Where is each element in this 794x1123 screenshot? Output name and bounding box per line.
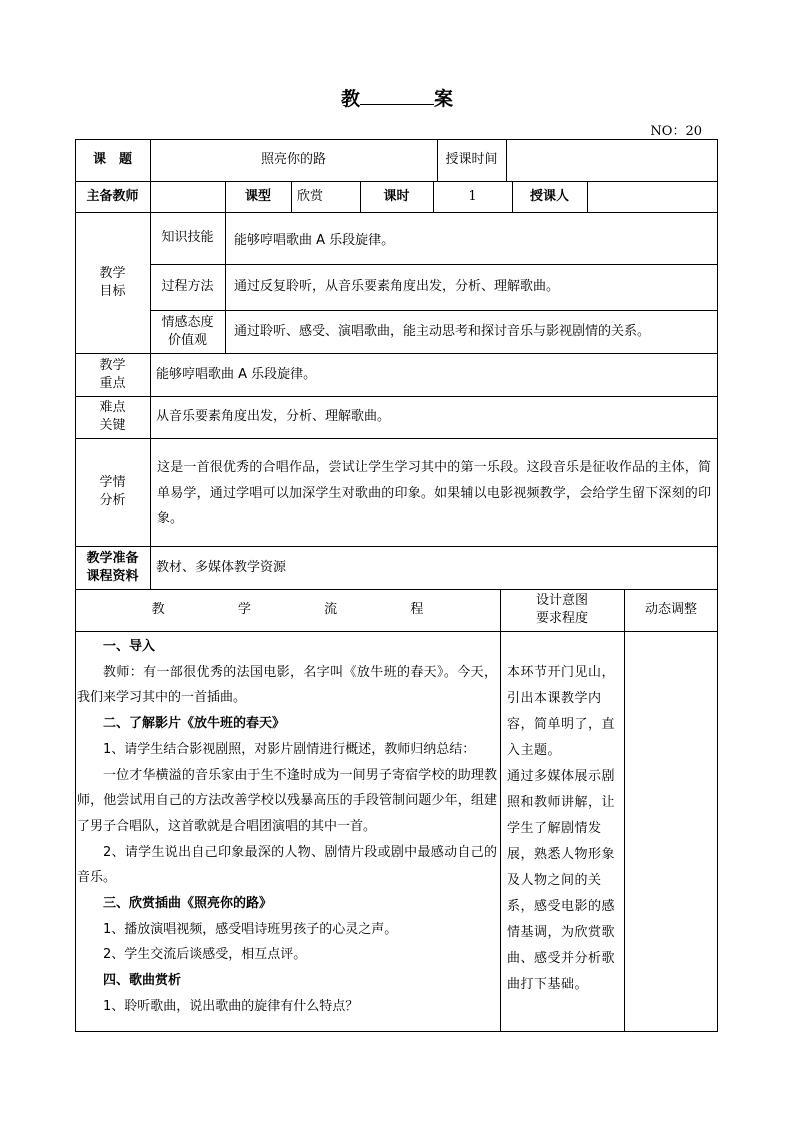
flow-header-char: 学 (237, 602, 251, 617)
process-text: 通过反复聆听，从音乐要素角度出发，分析、理解歌曲。 (234, 279, 560, 294)
prep-label (75, 546, 150, 589)
design-intent-paragraph: 本环节开门见山，引出本课教学内容，简单明了，直入主题。 (507, 665, 616, 758)
flow-header-char: 流 (324, 602, 338, 617)
prep-label-line1: 教学准备 (86, 550, 139, 566)
focus-label (75, 353, 150, 396)
design-intent-header-line1: 设计意图 (535, 593, 588, 608)
focus-text: 能够哼唱歌曲 A 乐段旋律。 (156, 366, 317, 382)
objectives-label-line1: 教学 (99, 265, 126, 281)
lead-teacher-label: 主备教师 (86, 188, 139, 204)
objectives-label (75, 212, 150, 353)
column-divider (587, 181, 588, 212)
flow-header-char: 程 (410, 602, 424, 617)
emotion-label (150, 310, 225, 353)
teaching-flow (77, 634, 497, 1020)
analysis-label-line1: 学情 (99, 475, 126, 490)
flow-paragraph: 1、播放演唱视频，感受唱诗班男孩子的心灵之声。 (103, 921, 398, 937)
topic-label: 课 题 (92, 152, 132, 167)
flow-paragraph: 1、聆听歌曲，说出歌曲的旋律有什么特点？ (103, 998, 359, 1014)
lecturer-label: 授课人 (529, 188, 569, 204)
focus-label-line1: 教学 (99, 357, 126, 373)
lesson-type-label: 课型 (244, 188, 271, 204)
dynamic-adjust-header: 动态调整 (644, 602, 697, 617)
objectives-label-line2: 目标 (99, 283, 126, 299)
column-divider (624, 589, 625, 1032)
section-heading: 三、欣赏插曲《照亮你的路》 (103, 896, 273, 912)
flow-paragraph: 2、学生交流后谈感受，相互点评。 (103, 947, 307, 963)
design-intent-header-line2: 要求程度 (535, 611, 588, 626)
page-title: 教 案 (340, 88, 454, 110)
row-divider (75, 438, 718, 439)
process-label: 过程方法 (161, 279, 214, 294)
flow-paragraph: 1、请学生结合影视剧照，对影片剧情进行概述，教师归纳总结： (103, 741, 476, 757)
section-heading: 二、了解影片《放牛班的春天》 (103, 716, 286, 732)
lesson-type-value: 欣赏 (297, 188, 324, 204)
row-divider (75, 631, 718, 632)
document-number: NO：20 (650, 124, 702, 139)
analysis-label (75, 438, 150, 546)
difficulty-text: 从音乐要素角度出发，分析、理解歌曲。 (156, 409, 391, 424)
lesson-hours-value: 1 (468, 188, 477, 204)
analysis-text: 这是一首很优秀的合唱作品，尝试让学生学习其中的第一乐段。这段音乐是征收作品的主体，简单易学，通过学唱可以加深学生对歌曲的印象。如果辅以电影视频教学，会给学生留下深刻的印象。 (157, 460, 711, 526)
column-divider (500, 589, 501, 1032)
flow-paragraph: 一位才华横溢的音乐家由于生不逢时成为一间男子寄宿学校的助理教师，他尝试用自己的方法改善学校以残暴高压的手段管制问题少年，组建了男子合唱队，这首歌就是合唱团演唱的其中一首。 (77, 767, 497, 834)
focus-label-line2: 重点 (99, 375, 126, 391)
emotion-label-line1: 情感态度 (161, 314, 214, 330)
flow-header (75, 589, 500, 631)
section-heading: 四、歌曲赏析 (103, 973, 182, 989)
design-intent-header (500, 589, 624, 631)
topic-value: 照亮你的路 (260, 152, 326, 167)
flow-paragraph: 2、请学生说出自己印象最深的人物、剧情片段或剧中最感动自己的音乐。 (77, 844, 497, 886)
section-heading: 一、导入 (103, 639, 156, 654)
emotion-text: 通过聆听、感受、演唱歌曲，能主动思考和探讨音乐与影视剧情的关系。 (234, 323, 651, 339)
flow-paragraph: 教师：有一部很优秀的法国电影，名字叫《放牛班的春天》。今天，我们来学习其中的一首插曲。 (77, 664, 497, 706)
design-intent-paragraph: 通过多媒体展示剧照和教师讲解，让学生了解剧情发展，熟悉人物形象及人物之间的关系，感受电影的感情基调，为欣赏歌曲、感受并分析歌曲打下基础。 (507, 769, 616, 992)
flow-header-char: 教 (151, 602, 165, 617)
difficulty-label-line1: 难点 (99, 400, 126, 415)
analysis-label-line2: 分析 (99, 493, 126, 508)
emotion-label-line2: 价值观 (167, 332, 207, 348)
knowledge-text: 能够哼唱歌曲 A 乐段旋律。 (234, 233, 395, 248)
prep-label-line2: 课程资料 (86, 568, 139, 584)
design-intent-column (507, 660, 617, 998)
knowledge-label: 知识技能 (161, 230, 214, 245)
class-time-value (506, 139, 718, 181)
lesson-hours-label: 课时 (383, 188, 410, 204)
prep-text: 教材、多媒体教学资源 (156, 559, 287, 575)
difficulty-label (75, 396, 150, 438)
class-time-label: 授课时间 (445, 152, 498, 167)
difficulty-label-line2: 关键 (99, 418, 126, 433)
